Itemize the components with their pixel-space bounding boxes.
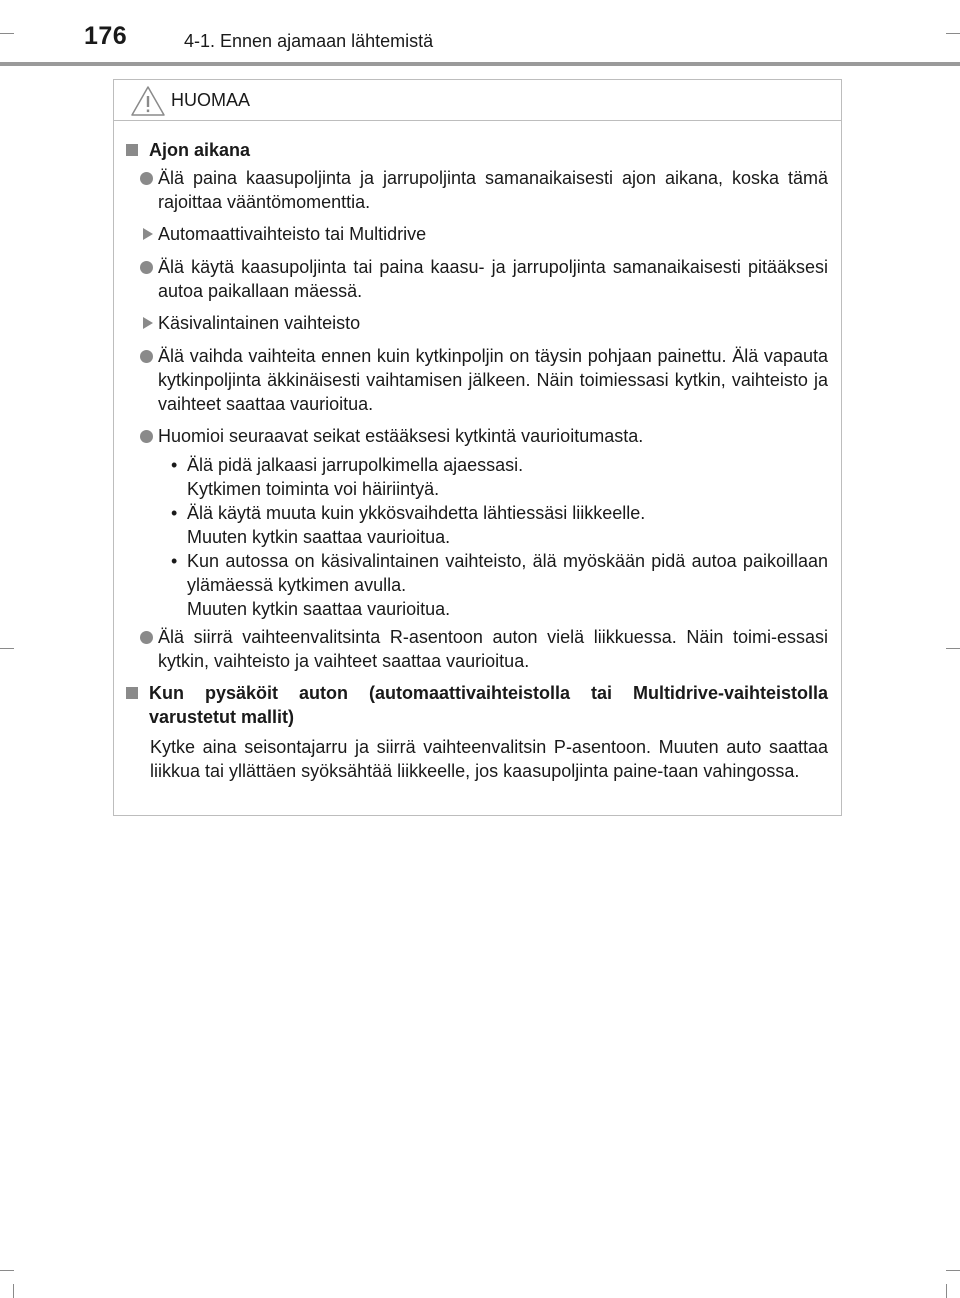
sub-item-consequence: Muuten kytkin saattaa vaurioitua. [187,527,451,547]
header-rule [0,62,960,66]
model-subheading-text: Käsivalintainen vaihteisto [158,313,361,333]
section-heading-text: Kun pysäköit auton (automaattivaihteistolla tai Multidrive-vaihteistolla varustetut mallit) [149,683,828,727]
sub-item-consequence: Kytkimen toiminta voi häiriintyä. [187,479,440,499]
crop-mark [946,1270,960,1271]
list-item [125,166,828,214]
small-bullet-icon: • [171,455,178,475]
notice-content [114,138,841,783]
sub-list-item [125,453,828,501]
triangle-bullet-icon [143,228,153,240]
notice-label: HUOMAA [171,90,251,110]
crop-mark [0,1270,14,1271]
crop-mark [946,648,960,649]
list-item [125,625,828,673]
sub-item-text: Älä käytä muuta kuin ykkösvaihdetta lähtiessäsi liikkeelle. [187,503,646,523]
sub-list-item [125,549,828,621]
dot-bullet-icon [140,430,153,443]
list-item [125,424,828,448]
list-item [125,255,828,303]
section-heading [125,138,828,162]
list-item [125,344,828,416]
list-item-text: Älä siirrä vaihteenvalitsinta R-asentoon auton vielä liikkuessa. Näin toimi-essasi kytkin, vaihteisto ja vaihteet saattaa vaurioitua. [158,627,828,671]
crop-mark [946,33,960,34]
list-item-text: Älä vaihda vaihteita ennen kuin kytkinpoljin on täysin pohjaan painettu. Älä vapauta kytkinpoljinta äkkinäisesti vaihtamisen jälkeen. Näin toimiessasi kytkin, vaihteisto ja vaihteet saattaa vaurioitua. [158,346,828,414]
square-bullet-icon [126,687,138,699]
model-subheading [125,222,828,246]
sub-list-item [125,501,828,549]
warning-triangle-icon [130,85,166,117]
small-bullet-icon: • [171,503,178,523]
model-subheading [125,311,828,335]
crop-mark [13,1284,14,1298]
page-number: 176 [84,22,128,50]
sub-list [125,453,828,621]
sub-item-text: Älä pidä jalkaasi jarrupolkimella ajaessasi. [187,455,524,475]
crop-mark [0,33,14,34]
section-title: 4-1. Ennen ajamaan lähtemistä [184,31,434,51]
dot-bullet-icon [140,350,153,363]
sub-item-text: Kun autossa on käsivalintainen vaihteisto, älä myöskään pidä autoa paikoillaan ylämäessä kytkimen avulla. [187,551,828,595]
dot-bullet-icon [140,172,153,185]
model-subheading-text: Automaattivaihteisto tai Multidrive [158,224,427,244]
list-item-text: Huomioi seuraavat seikat estääksesi kytkintä vaurioitumasta. [158,426,644,446]
list-item-text: Älä käytä kaasupoljinta tai paina kaasu- ja jarrupoljinta samanaikaisesti pitääksesi autoa paikallaan mäessä. [158,257,828,301]
triangle-bullet-icon [143,317,153,329]
notice-header [114,80,841,121]
small-bullet-icon: • [171,551,178,571]
crop-mark [0,648,14,649]
dot-bullet-icon [140,631,153,644]
crop-mark [946,1284,947,1298]
sub-item-consequence: Muuten kytkin saattaa vaurioitua. [187,599,451,619]
square-bullet-icon [126,144,138,156]
section-heading [125,681,828,729]
dot-bullet-icon [140,261,153,274]
notice-box [113,79,842,816]
section-heading-text: Ajon aikana [149,140,251,160]
list-item-text: Älä paina kaasupoljinta ja jarrupoljinta samanaikaisesti ajon aikana, koska tämä rajoittaa vääntömomenttia. [158,168,828,212]
section-paragraph: Kytke aina seisontajarru ja siirrä vaihteenvalitsin P-asentoon. Muuten auto saattaa liikkua tai yllättäen syöksähtää liikkeelle, jos kaasupoljinta paine-taan vahingossa. [150,737,828,781]
